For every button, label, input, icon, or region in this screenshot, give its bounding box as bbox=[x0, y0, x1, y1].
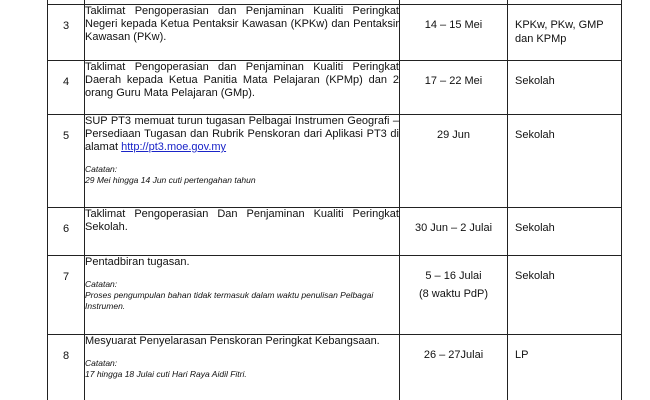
row-number: 4 bbox=[62, 76, 70, 88]
date-extra-text: (8 waktu PdP) bbox=[418, 288, 489, 300]
responsible-text: KPKw, PKw, GMP dan KPMp bbox=[515, 19, 604, 45]
note-title: Catatan: bbox=[85, 164, 118, 174]
responsible-text: Sekolah bbox=[515, 129, 555, 141]
schedule-table bbox=[47, 0, 622, 400]
responsible-text: Sekolah bbox=[515, 222, 555, 234]
activity-cell bbox=[85, 5, 400, 61]
table-row bbox=[48, 115, 622, 208]
activity-cell bbox=[85, 115, 400, 208]
activity-cell bbox=[85, 256, 400, 335]
responsible-text: Sekolah bbox=[515, 270, 555, 282]
activity-text: Taklimat Pengoperasian Dan Penjaminan Kualiti Peringkat Sekolah. bbox=[85, 208, 399, 233]
activity-text: Mesyuarat Penyelarasan Penskoran Peringkat Kebangsaan. bbox=[85, 335, 380, 347]
note-title: Catatan: bbox=[85, 279, 118, 289]
activity-text: Taklimat Pengoperasian dan Penjaminan Kualiti Peringkat Daerah kepada Ketua Panitia Mata Pelajaran (KPMp) dan 2 orang Guru Mata Pelajaran (GMp). bbox=[85, 61, 399, 99]
activity-cell bbox=[85, 208, 400, 256]
table-row bbox=[48, 208, 622, 256]
table-row bbox=[48, 61, 622, 115]
date-text: 14 – 15 Mei bbox=[424, 19, 483, 31]
date-text: 17 – 22 Mei bbox=[424, 75, 483, 87]
table-row bbox=[48, 5, 622, 61]
activity-text: Taklimat Pengoperasian dan Penjaminan Kualiti Peringkat Negeri kepada Ketua Pentaksir Kawasan (KPKw) dan Pentaksir Kawasan (PKw). bbox=[85, 5, 399, 43]
note-title: Catatan: bbox=[85, 358, 118, 368]
row-number: 3 bbox=[62, 20, 70, 32]
activity-cell bbox=[85, 335, 400, 400]
table-row bbox=[48, 256, 622, 335]
table-row bbox=[48, 335, 622, 400]
date-text: 5 – 16 Julai bbox=[425, 270, 482, 282]
pt3-link[interactable]: http://pt3.moe.gov.my bbox=[121, 141, 227, 153]
activity-text: Pentadbiran tugasan. bbox=[85, 256, 190, 268]
row-number: 5 bbox=[62, 130, 70, 142]
row-number: 7 bbox=[62, 271, 70, 283]
note-text: 29 Mei hingga 14 Jun cuti pertengahan tahun bbox=[85, 175, 256, 185]
activity-cell bbox=[85, 61, 400, 115]
date-text: 30 Jun – 2 Julai bbox=[414, 222, 493, 234]
note-text: Proses pengumpulan bahan tidak termasuk dalam waktu penulisan Pelbagai Instrumen. bbox=[85, 290, 374, 311]
responsible-text: LP bbox=[515, 349, 529, 361]
responsible-text: Sekolah bbox=[515, 75, 555, 87]
date-text: 29 Jun bbox=[436, 129, 471, 141]
row-number: 8 bbox=[62, 350, 70, 362]
date-text: 26 – 27Julai bbox=[423, 349, 484, 361]
row-number: 6 bbox=[62, 223, 70, 235]
note-text: 17 hingga 18 Julai cuti Hari Raya Aidil Fitri. bbox=[85, 369, 247, 379]
activity-text: SUP PT3 memuat turun tugasan Pelbagai Instrumen Geografi – Persediaan Tugasan dan Rubrik Penskoran dari Aplikasi PT3 di alamat http://pt3.moe.gov.my bbox=[85, 115, 399, 153]
